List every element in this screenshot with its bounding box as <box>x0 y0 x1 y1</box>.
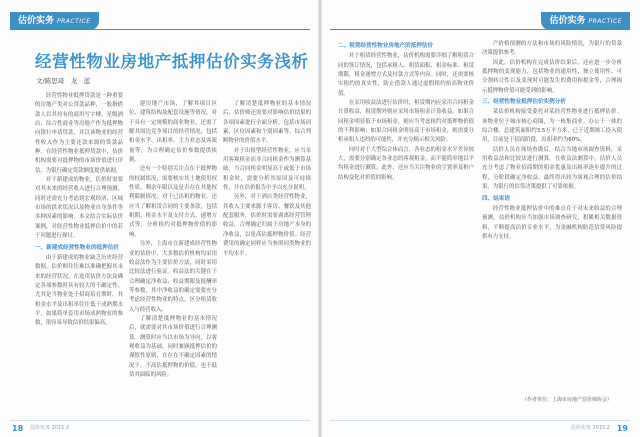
right-header-rule <box>330 29 630 30</box>
article-title: 经营性物业房地产抵押估价实务浅析 <box>35 52 309 71</box>
left-column-3 <box>223 100 311 410</box>
right-column-1 <box>338 40 474 410</box>
author-affiliation: （作者单位：上海市房地产估价师协会） <box>522 397 613 403</box>
left-header-cn: 估价实务 <box>18 16 55 26</box>
paragraph: 经营性物业抵押贷款是一种重要的房地产类对公贷款品种，一般指借款人以其持有的商用写字楼、星级酒店、综合性商业等房地产作为抵押物向银行申请贷款，并以该物业的经营性收入作为主要还款来源的贷款品种。在经营性物业抵押贷款中，估价机构需要对抵押物的市场价值进行评估，为银行确定贷款额度提供依据。 <box>35 93 123 174</box>
paragraph: 建房地产市场，了解其项目区位、建筑结构及配套设施等情况。对于具有一定规模的商业物业，还需了解其周边竞争项目的经营情况，包括租金水平、出租率、主力业态及客流量等，为合理确定估价参数提供依据。 <box>129 101 217 164</box>
left-column-2 <box>129 100 217 410</box>
section-heading: 四、结束语 <box>482 195 510 202</box>
right-column-2 <box>482 40 622 380</box>
left-page-number: 18 <box>12 424 24 433</box>
paragraph: 对于新建成的物业，估价时需要对其未来的经营收入进行合理预测，同时还需充分考虑到宏观经济、区域市场的供求状况以及物业自身条件等多种因素的影响。本文结合实际估价案例，对经营性物业抵押估价中的若干问题进行探讨。 <box>35 177 123 240</box>
right-footer-text: 估价实务 2015.2 <box>570 425 610 431</box>
right-page-number: 19 <box>616 424 628 433</box>
paragraph: 因此，估价机构在完成估价结果后，还应进一步分析抵押物的变现能力，包括物业的通用性、独立使用性、可分割转让性以及变现时可能发生的费用和税金等，合理揭示抵押物价值可能受到的影响。 <box>482 59 622 94</box>
paragraph: 另外，上海市在新建成经营性物业的估价中，大多数估价机构均采用收益法作为主要估价方法，同时采用比较法进行验证。收益法的关键在于合理确定净收益、收益期限及报酬率等参数，其中净收益的确定需要充分考虑经营性物业的特点，区分租赁收入与经营收入。 <box>129 241 217 313</box>
paragraph: 了解清楚抵押物业的基本情况后，估价师还需要对影响估价结果的各项因素进行全面分析，包括市场因素、区位因素和个别因素等，综合判断物业的价值水平。 <box>223 101 311 145</box>
paragraph: 同时对于大型综合体而言，各业态的租金水平差异较大，需要分别确定各业态的客观租金，而不能简单地以平均租金进行测算。此外，还应当关注物业的空置率及租户结构变化对价值的影响。 <box>338 146 474 181</box>
right-page <box>322 0 640 437</box>
left-section-header <box>10 12 99 30</box>
paragraph: 产价格预测的方法和市场的风险情况，为银行的贷款决策提供参考。 <box>482 41 622 57</box>
section-heading: 三、经营性物业抵押估价实例分析 <box>482 99 566 106</box>
paragraph: 某估价机构接受委托对某经营性物业进行抵押估价。该物业位于城市核心商圈，为一栋集商业、办公于一体的综合楼，总建筑面积约3.5万平方米，已于近期竣工投入使用，目前处于招商阶段，出租率约为60%。 <box>482 109 622 144</box>
section-heading: 一、新建成经营性物业的抵押估价 <box>35 244 119 251</box>
left-header-rule <box>10 29 310 30</box>
left-page <box>0 0 318 437</box>
right-section-header <box>541 12 630 30</box>
right-header-en: PRACTICE <box>588 18 622 25</box>
left-footer-text: 估价实务 2015.2 <box>30 425 70 431</box>
paragraph: 对于租赁经营性物业，估价机构需要详细了解租赁合同的签订情况，包括承租人、租赁面积、租金标准、租赁期限、租金递增方式及付款方式等内容。同时，还需要核实租约的真实性，防止借款人通过虚假租约抬高物业价值。 <box>338 53 474 97</box>
article-author: 文/陈思琦 龙 蓝 <box>36 77 91 85</box>
paragraph: 由于新建成的物业缺乏历史经营数据，估价师往往难以准确把握其未来的经营状况，在选用估价方法及确定各项参数时具有较大的不确定性。尤其是当物业处于招商培育期时，其租金水平及出租率往往低于成熟期水平，如果简单套用市场成熟物业的参数，很容易导致估价结果偏高。 <box>35 254 123 327</box>
paragraph: 经营性物业抵押估价中的难点在于对未来收益的合理预测，估价机构应当加强市场调查研究，积累相关数据资料，不断提高估价专业水平，为金融机构防范信贷风险提供有力支持。 <box>482 205 622 240</box>
left-header-en: PRACTICE <box>57 18 91 25</box>
paragraph: 对于出租型经营性物业，应当采用客观租金而非合同租金作为测算基础，当合同租金明显高于或低于市场租金时，需要分析其原因及可持续性，并在估价报告中予以充分说明。 <box>223 147 311 192</box>
paragraph: 了解清楚抵押物业的基本情况后，就需要对其市场价值进行合理测算。测算时应当以市场为导向，以客观收益为基础，同时兼顾抵押估价的谨慎性原则，在存在不确定因素的情况下，不高估抵押物的价值，也不低估其面临的风险。 <box>129 315 217 378</box>
paragraph: 还有一个特别关注点在于抵押物的权属状况，需要核实其土地使用权性质、剩余年限以及是否存在其他权利限制情况。对于已出租的物业，还应当了解租赁合同的主要条款，包括租期、租金水平及支付方式、递增方式等，分析租约对抵押物价值的影响。 <box>129 166 217 238</box>
left-column-1 <box>35 92 123 410</box>
paragraph: 在采用收益法进行估价时，租赁期内应采用合同租金计算收益，租赁期外则应采用市场租金计算收益。如果合同租金明显低于市场租金，则应当考虑租约对抵押物价值的不利影响；如果合同租金明显高于市场租金，则需要分析承租人违约的可能性，并充分揭示相关风险。 <box>338 100 474 144</box>
left-footer-rule <box>10 420 310 421</box>
section-heading: 二、租赁经营性物业房地产的抵押估价 <box>338 43 434 49</box>
right-footer-rule <box>330 420 630 421</box>
paragraph: 估价人员在现场查勘后，结合当地市场调查资料，采用收益法和比较法进行测算。在收益法测算中，估价人员充分考虑了物业招商期的租金优惠及出租率逐步提升的过程，分阶段确定净收益，最终得出较为客观合理的估价结果，为银行的信贷决策提供了可靠依据。 <box>482 146 622 191</box>
right-header-cn: 估价实务 <box>549 16 586 26</box>
paragraph: 另外，对于酒店类经营性物业，其收入主要来源于客房、餐饮及其他配套服务，估价时需要剥离经营管理收益，合理确定归属于房地产本身的净收益，以免高估抵押物价值。经营费用的确定同样应当参照同类物业的平均水平。 <box>223 194 311 257</box>
